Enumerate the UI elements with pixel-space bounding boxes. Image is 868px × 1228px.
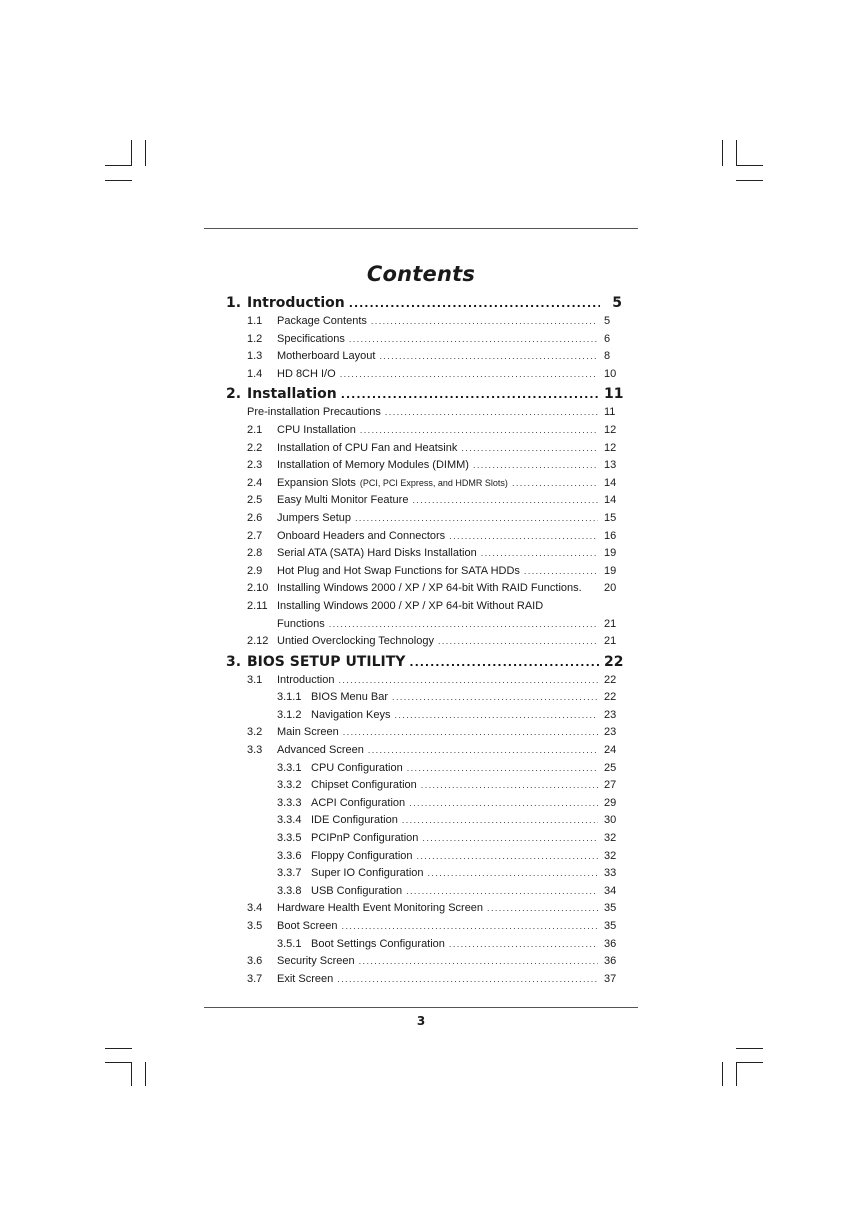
toc-entry-label: PCIPnP Configuration	[311, 832, 419, 845]
toc-entry-number: 3.3.6	[277, 849, 302, 862]
toc-entry-number: 2.5	[247, 494, 263, 507]
toc-leader-dots	[368, 745, 598, 755]
toc-entry-number: 2.9	[247, 564, 263, 577]
toc-leader-dots	[360, 425, 598, 435]
toc-entry-label: Specifications	[277, 332, 345, 345]
toc-chapter[interactable]	[226, 295, 622, 315]
toc-leader-dots	[402, 815, 598, 825]
crop-mark-bottom-left-h2	[105, 1048, 132, 1049]
toc-entry-number: 1.3	[247, 350, 263, 363]
toc-leader-dots	[395, 710, 599, 720]
toc-entry-label: Advanced Screen	[277, 744, 364, 757]
toc-leader-dots	[428, 868, 598, 878]
toc-entry[interactable]	[226, 442, 622, 460]
toc-entry-label: Untied Overclocking Technology	[277, 635, 434, 648]
toc-entry-label: Main Screen	[277, 726, 339, 739]
toc-entry-label: Hardware Health Event Monitoring Screen	[277, 902, 484, 915]
crop-mark-top-left-v1	[131, 140, 132, 166]
toc-entry-number: 3.5.1	[277, 937, 302, 950]
toc-entry-number: 2.7	[247, 529, 263, 542]
toc-entry-label-detail: (PCI, PCI Express, and HDMR Slots)	[359, 477, 508, 488]
toc-entry-number: 3.6	[247, 955, 263, 968]
table-of-contents	[226, 295, 622, 990]
toc-entry[interactable]	[226, 938, 622, 956]
toc-entry[interactable]	[226, 494, 622, 512]
toc-entry-label: Installing Windows 2000 / XP / XP 64-bit Without RAID	[277, 599, 544, 612]
toc-entry-label: IDE Configuration	[311, 814, 398, 827]
toc-entry[interactable]	[226, 973, 622, 991]
toc-entry-page: 34	[604, 884, 617, 897]
toc-entry[interactable]	[226, 867, 622, 885]
toc-entry-label: CPU Configuration	[311, 761, 403, 774]
toc-entry-number: 2.6	[247, 511, 263, 524]
toc-entry-number: 3.3	[247, 744, 263, 757]
toc-leader-dots	[338, 675, 598, 685]
toc-entry[interactable]	[226, 709, 622, 727]
crop-mark-bottom-right-h2	[736, 1048, 763, 1049]
toc-leader-dots	[340, 369, 598, 379]
toc-entry-page: 36	[604, 937, 617, 950]
toc-entry-page: 16	[604, 529, 617, 542]
toc-entry[interactable]	[226, 424, 622, 442]
toc-entry-number: 2.2	[247, 441, 263, 454]
toc-entry-page: 12	[604, 441, 617, 454]
toc-entry-page: 21	[604, 635, 617, 648]
toc-leader-dots	[406, 886, 598, 896]
toc-entry[interactable]	[226, 885, 622, 903]
toc-entry[interactable]	[226, 779, 622, 797]
toc-entry-number: 2.	[226, 386, 242, 403]
crop-mark-bottom-right-v1	[736, 1062, 737, 1086]
toc-entry[interactable]	[226, 691, 622, 709]
toc-entry-label: Jumpers Setup	[277, 511, 351, 524]
toc-leader-dots	[438, 636, 598, 646]
toc-entry-label: Package Contents	[277, 315, 367, 327]
toc-leader-dots	[487, 903, 598, 913]
toc-entry-page: 36	[604, 955, 617, 968]
toc-entry[interactable]	[226, 797, 622, 815]
toc-leader-dots	[329, 619, 598, 629]
crop-mark-bottom-right-h	[736, 1062, 763, 1063]
toc-entry-number: 2.1	[247, 423, 263, 436]
toc-entry-label: Pre-installation Precautions	[247, 406, 381, 419]
toc-entry-number: 1.1	[247, 315, 263, 327]
toc-entry-label: Floppy Configuration	[311, 849, 413, 862]
toc-entry-label: Installation of CPU Fan and Heatsink	[277, 441, 458, 454]
toc-entry-label: BIOS SETUP UTILITY	[247, 653, 406, 670]
crop-mark-top-right-h	[736, 165, 763, 166]
toc-entry-page: 35	[604, 902, 617, 915]
toc-leader-dots	[422, 833, 598, 843]
toc-entry-label: CPU Installation	[277, 423, 356, 436]
toc-entry-page: 13	[604, 459, 617, 472]
toc-leader-dots	[481, 548, 598, 558]
toc-entry[interactable]	[226, 459, 622, 477]
toc-entry[interactable]	[226, 530, 622, 548]
toc-entry-label: USB Configuration	[311, 884, 403, 897]
toc-entry-number: 3.5	[247, 920, 263, 932]
toc-entry[interactable]	[226, 850, 622, 868]
crop-mark-top-left-v2	[145, 140, 146, 166]
toc-entry-number: 3.1.1	[277, 691, 302, 704]
crop-mark-bottom-right-v2	[722, 1062, 723, 1086]
toc-entry-page: 15	[604, 511, 617, 524]
toc-entry-page: 22	[604, 673, 617, 686]
toc-entry-number: 3.3.3	[277, 796, 302, 809]
toc-entry-number: 2.8	[247, 547, 263, 560]
toc-entry-number: 1.2	[247, 332, 263, 345]
toc-leader-dots	[392, 692, 598, 702]
toc-leader-dots	[524, 566, 598, 576]
toc-entry[interactable]	[226, 832, 622, 850]
toc-entry[interactable]	[226, 762, 622, 780]
toc-entry-number: 3.2	[247, 726, 263, 739]
toc-entry-page: 22	[604, 691, 617, 704]
top-rule	[204, 228, 638, 229]
toc-entry-label: HD 8CH I/O	[277, 367, 336, 380]
toc-entry-page: 11	[604, 386, 624, 403]
toc-entry[interactable]	[226, 726, 622, 744]
crop-mark-bottom-left-v2	[145, 1062, 146, 1086]
toc-entry-number: 3.4	[247, 902, 263, 915]
toc-entry-page: 14	[604, 476, 617, 489]
toc-entry-page: 19	[604, 564, 617, 577]
toc-entry-label: ACPI Configuration	[311, 796, 406, 809]
toc-entry[interactable]	[226, 477, 622, 495]
toc-entry[interactable]	[226, 406, 622, 424]
toc-entry-page: 19	[604, 547, 617, 560]
toc-entry-number: 1.4	[247, 367, 263, 380]
toc-entry-number: 3.1	[247, 673, 263, 686]
toc-leader-dots	[342, 921, 598, 931]
toc-entry-label: BIOS Menu Bar	[311, 691, 389, 704]
crop-mark-bottom-left-h	[105, 1062, 132, 1063]
toc-leader-dots	[371, 316, 598, 326]
toc-chapter[interactable]	[226, 386, 622, 406]
toc-chapter[interactable]	[226, 654, 622, 674]
toc-entry[interactable]	[226, 635, 622, 653]
toc-entry-number: 1.	[226, 295, 242, 311]
toc-entry-page: 22	[604, 653, 624, 670]
toc-entry-number: 3.3.8	[277, 884, 302, 897]
toc-entry-number: 3.7	[247, 972, 263, 985]
toc-entry-page: 30	[604, 814, 617, 827]
toc-entry-label: Boot Screen	[277, 920, 338, 932]
toc-entry[interactable]	[226, 368, 622, 386]
toc-entry[interactable]	[226, 582, 622, 600]
toc-entry-page: 27	[604, 779, 617, 792]
toc-entry-label: Installation of Memory Modules (DIMM)	[277, 459, 469, 472]
toc-leader-dots	[421, 780, 598, 790]
toc-leader-dots	[449, 531, 598, 541]
toc-entry[interactable]	[226, 512, 622, 530]
crop-mark-top-right-h2	[736, 180, 763, 181]
toc-leader-dots	[349, 334, 598, 344]
toc-entry[interactable]	[226, 350, 622, 368]
toc-entry[interactable]	[226, 547, 622, 565]
toc-leader-dots	[417, 851, 598, 861]
toc-leader-dots	[343, 727, 598, 737]
toc-entry-label: Installing Windows 2000 / XP / XP 64-bit With RAID Functions.	[277, 582, 582, 595]
toc-leader-dots	[349, 297, 600, 310]
toc-leader-dots	[359, 956, 598, 966]
toc-entry[interactable]	[226, 565, 622, 583]
toc-entry-page: 29	[604, 796, 617, 809]
toc-entry-page: 37	[604, 972, 617, 985]
toc-entry[interactable]	[226, 600, 622, 618]
toc-entry-number: 2.3	[247, 459, 263, 472]
crop-mark-top-right-v2	[722, 140, 723, 166]
toc-leader-dots	[512, 478, 598, 488]
toc-entry-page: 23	[604, 708, 617, 721]
toc-entry[interactable]	[226, 955, 622, 973]
bottom-rule	[204, 1007, 638, 1008]
toc-entry-page: 21	[604, 617, 617, 630]
toc-leader-dots	[385, 407, 598, 417]
toc-entry-page: 10	[604, 367, 617, 380]
toc-entry-number: 3.3.5	[277, 832, 302, 845]
toc-entry-label: Serial ATA (SATA) Hard Disks Installation	[277, 547, 477, 560]
toc-entry-label: Introduction	[277, 673, 335, 686]
toc-entry-number: 3.3.7	[277, 867, 302, 880]
page-number: 3	[416, 1014, 426, 1028]
toc-entry-label: Hot Plug and Hot Swap Functions for SATA HDDs	[277, 564, 520, 577]
toc-entry-page: 23	[604, 726, 617, 739]
toc-leader-dots	[473, 460, 598, 470]
toc-entry-label: Super IO Configuration	[311, 867, 424, 880]
toc-entry-page: 6	[604, 332, 611, 345]
toc-entry-page: 5	[604, 315, 611, 327]
toc-entry-label: Boot Settings Configuration	[311, 937, 445, 950]
toc-leader-dots	[337, 974, 598, 984]
crop-mark-top-right-v1	[736, 140, 737, 166]
toc-entry-label: Expansion Slots	[277, 476, 356, 489]
toc-entry-page: 20	[604, 582, 617, 595]
toc-leader-dots	[409, 656, 600, 669]
toc-entry-label: Installation	[247, 386, 337, 403]
toc-leader-dots	[341, 388, 600, 401]
toc-entry-number: 3.3.2	[277, 779, 302, 792]
page-title: Contents	[366, 262, 476, 286]
toc-entry-label: Exit Screen	[277, 972, 334, 985]
toc-entry[interactable]	[226, 333, 622, 351]
toc-leader-dots	[355, 513, 598, 523]
toc-entry[interactable]	[226, 744, 622, 762]
toc-entry-page: 32	[604, 849, 617, 862]
toc-entry-label: Introduction	[247, 295, 345, 311]
toc-leader-dots	[449, 939, 598, 949]
toc-entry-number: 3.1.2	[277, 708, 302, 721]
toc-entry-label: Navigation Keys	[311, 708, 391, 721]
toc-entry-number: 3.3.1	[277, 761, 302, 774]
toc-entry-page: 25	[604, 761, 617, 774]
toc-leader-dots	[379, 351, 598, 361]
toc-leader-dots	[407, 763, 598, 773]
toc-entry-number: 2.12	[247, 635, 269, 648]
toc-entry-page: 14	[604, 494, 617, 507]
toc-leader-dots	[409, 798, 598, 808]
toc-leader-dots	[461, 443, 598, 453]
toc-entry-label: Functions	[277, 617, 325, 630]
toc-entry[interactable]	[226, 814, 622, 832]
toc-entry-number: 2.11	[247, 599, 268, 612]
toc-entry-page: 35	[604, 920, 617, 932]
toc-entry-number: 2.10	[247, 582, 269, 595]
toc-entry-page: 33	[604, 867, 617, 880]
toc-entry-label: Easy Multi Monitor Feature	[277, 494, 409, 507]
crop-mark-top-left-h2	[105, 180, 132, 181]
crop-mark-bottom-left-v1	[131, 1062, 132, 1086]
toc-entry-page: 8	[604, 350, 611, 363]
toc-entry[interactable]	[226, 315, 622, 333]
toc-entry[interactable]	[226, 920, 622, 938]
toc-entry-page: 32	[604, 832, 617, 845]
toc-leader-dots	[412, 495, 598, 505]
crop-mark-top-left-h	[105, 165, 132, 166]
toc-entry-page: 12	[604, 423, 617, 436]
toc-entry-number: 2.4	[247, 476, 263, 489]
toc-entry-page: 5	[612, 295, 622, 311]
toc-entry-number: 3.	[226, 653, 242, 670]
toc-entry-page: 24	[604, 744, 617, 757]
toc-entry-number: 3.3.4	[277, 814, 302, 827]
toc-entry[interactable]	[226, 618, 622, 636]
toc-entry-label: Motherboard Layout	[277, 350, 376, 363]
toc-entry[interactable]	[226, 674, 622, 692]
toc-entry-page: 11	[604, 406, 616, 419]
toc-entry-label: Onboard Headers and Connectors	[277, 529, 446, 542]
toc-entry-label: Security Screen	[277, 955, 355, 968]
toc-entry-label: Chipset Configuration	[311, 779, 417, 792]
toc-entry[interactable]	[226, 902, 622, 920]
